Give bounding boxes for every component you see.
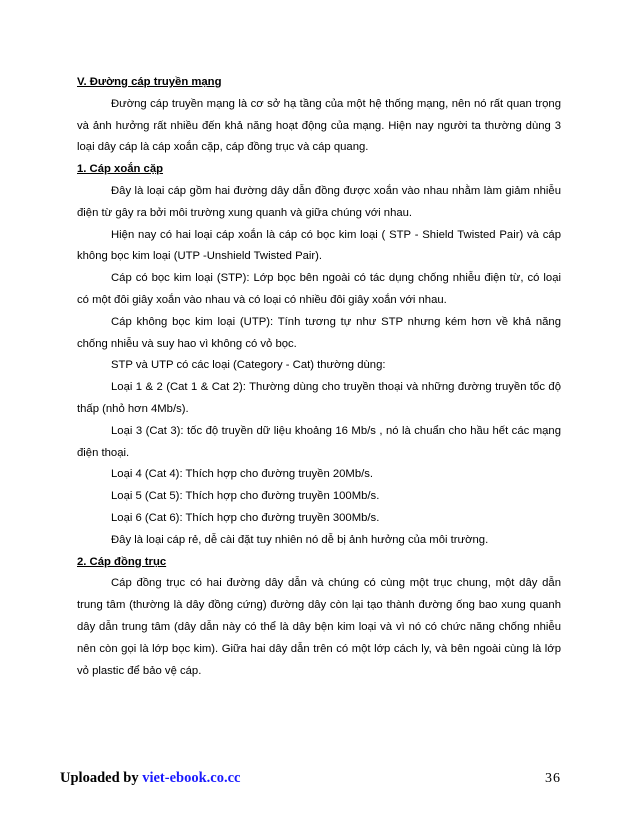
paragraph: Cáp có bọc kim loại (STP): Lớp bọc bên ngoài có tác dụng chống nhiễu điện từ, có loại có một đôi giây xoắn vào nhau và có loại có nhiều đôi giây xoắn với nhau. (77, 272, 561, 306)
section-heading-cable: V. Đường cáp truyền mạng (77, 76, 222, 88)
uploaded-by (60, 770, 240, 787)
site-link[interactable]: viet-ebook.co.cc (142, 770, 241, 786)
paragraph: Đây là loại cáp gồm hai đường dây dẫn đồng được xoắn vào nhau nhằm làm giảm nhiễu điện từ gây ra bởi môi trường xung quanh và giữa chúng với nhau. (77, 184, 561, 219)
paragraph: Cáp đồng trục có hai đường dây dẫn và chúng có cùng một trục chung, một dây dẫn trung tâm (thường là dây đồng cứng) đường dây còn lại tạo thành đường ống bao xung quanh dây dẫn trung tâm (dây dẫn này có thể là dây bện kim loại và vì nó có chức năng chống nhiễu nên còn gọi là lớp bọc kim). Giữa hai dây dẫn trên có một lớp cách ly, và bên ngoài cùng là lớp vỏ plastic để bảo vệ cáp. (77, 577, 561, 677)
paragraph: Cáp không bọc kim loại (UTP): Tính tương tự như STP nhưng kém hơn về khả năng chống nhiễu và suy hao vì không có vỏ bọc. (77, 315, 561, 350)
paragraph: Loại 1 & 2 (Cat 1 & Cat 2): Thường dùng cho truyền thoại và những đường truyền tốc độ thấp (nhỏ hơn 4Mb/s). (77, 381, 561, 415)
uploaded-label: Uploaded by (60, 770, 139, 786)
paragraph: Loại 5 (Cat 5): Thích hợp cho đường truyền 100Mb/s. (111, 490, 380, 503)
document-body (77, 72, 561, 682)
page-number: 36 (545, 771, 561, 786)
paragraph: Loại 6 (Cat 6): Thích hợp cho đường truyền 300Mb/s. (111, 511, 380, 524)
paragraph: Loại 3 (Cat 3): tốc độ truyền dữ liệu khoảng 16 Mb/s , nó là chuẩn cho hầu hết các mạng điện thoại. (77, 424, 561, 459)
section-heading-twisted-pair: 1. Cáp xoắn cặp (77, 163, 164, 176)
paragraph: STP và UTP có các loại (Category - Cat) thường dùng: (111, 359, 386, 372)
paragraph: Hiện nay có hai loại cáp xoắn là cáp có bọc kim loại ( STP - Shield Twisted Pair) và cáp không bọc kim loại (UTP -Unshield Twisted Pair). (77, 228, 561, 263)
section-heading-coaxial: 2. Cáp đồng trục (77, 555, 167, 568)
paragraph: Loại 4 (Cat 4): Thích hợp cho đường truyền 20Mb/s. (111, 468, 374, 481)
paragraph: Đường cáp truyền mạng là cơ sở hạ tầng của một hệ thống mạng, nên nó rất quan trọng và ảnh hưởng rất nhiều đến khả năng hoạt động của mạng. Hiện nay người ta thường dùng 3 loại dây cáp là cáp xoắn cặp, cáp đồng trục và cáp quang. (77, 97, 561, 154)
paragraph: Đây là loại cáp rẻ, dễ cài đặt tuy nhiên nó dễ bị ảnh hưởng của môi trường. (111, 533, 489, 546)
page-footer (60, 770, 561, 787)
